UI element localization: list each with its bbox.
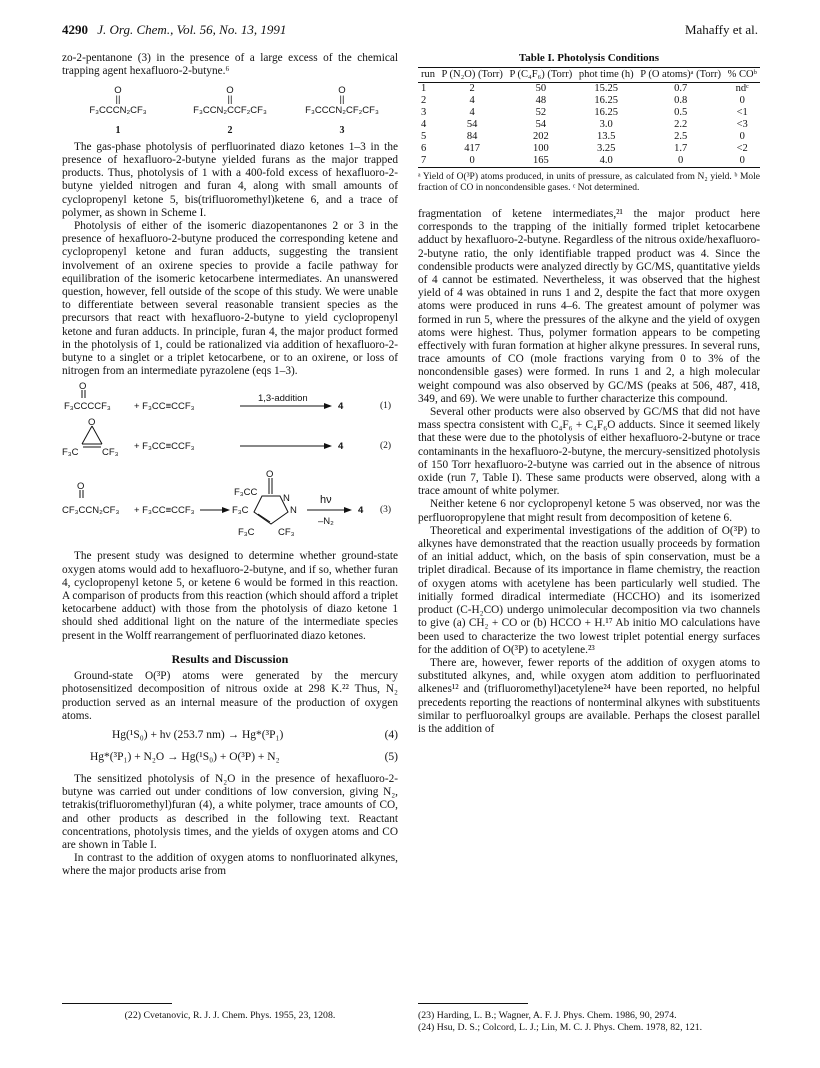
- pyrazolene-cf3: CF₃: [278, 527, 295, 539]
- carbonyl-o: O: [226, 85, 234, 97]
- table-footnotes: ᵃ Yield of O(³P) atoms produced, in units of pressure, as calculated from N₂ yield. ᵇ Mole fraction of CO in noncondensible gases. ᶜ Not determined.: [418, 172, 760, 193]
- structure-1: O || F₃CCCN₂CF₃ 1: [68, 86, 168, 136]
- oxirene-o: O: [88, 417, 96, 429]
- cell: <3: [736, 119, 748, 130]
- eq1-arrow-label: 1,3-addition: [258, 393, 308, 405]
- journal-citation: J. Org. Chem., Vol. 56, No. 13, 1991: [97, 22, 287, 37]
- footnote-24: (24) Hsu, D. S.; Colcord, L. J.; Lin, M. C. J. Phys. Chem. 1978, 82, 121.: [418, 1021, 703, 1033]
- eq3-alkyne: + F₃CC≡CCF₃: [134, 505, 195, 517]
- cell: 0: [739, 155, 745, 166]
- cell: 15.25: [594, 83, 619, 94]
- right-body-text: [418, 208, 760, 736]
- structure-formula: F₃CCCN₂CF₂CF₃: [305, 105, 379, 117]
- table-row: [418, 155, 760, 168]
- cell: 16.25: [594, 95, 619, 106]
- page-number: 4290: [62, 22, 88, 37]
- cell: 3: [421, 107, 427, 118]
- paragraph-ground-state: Ground-state O(³P) atoms were generated by the mercury photosensitized decomposition of nitrous oxide at 298 K.²² Thus, N₂ production served as an internal measure of the production of oxygen atoms.: [62, 670, 398, 722]
- cell: 0.7: [674, 83, 688, 94]
- cell: <1: [736, 107, 748, 118]
- pyrazolene-f3c-low: F₃C: [238, 527, 255, 539]
- cell: 3.0: [599, 119, 613, 130]
- table-row: [418, 131, 760, 143]
- carbonyl-o: O: [338, 85, 346, 97]
- running-head: [62, 22, 758, 40]
- cell: 54: [535, 119, 547, 130]
- cell: <2: [736, 143, 748, 154]
- left-column: [62, 52, 398, 879]
- footnote-left: (22) Cvetanovic, R. J. J. Chem. Phys. 1955, 23, 1208.: [124, 1010, 336, 1021]
- right-column: [418, 52, 760, 736]
- structure-number: 3: [339, 124, 345, 136]
- col-header: run: [418, 68, 438, 83]
- cell: 13.5: [597, 131, 616, 142]
- eq1-number: (1): [380, 401, 392, 412]
- footnote-rule-left: [62, 1003, 172, 1004]
- col-header: phot time (h): [576, 68, 637, 83]
- cell: 4.0: [599, 155, 613, 166]
- table-row: [418, 143, 760, 155]
- footnote-rule-right: [418, 1003, 528, 1004]
- structure-number: 1: [115, 124, 121, 136]
- reaction-scheme: [62, 381, 398, 542]
- cell: 0.5: [674, 107, 688, 118]
- cell: 202: [533, 131, 549, 142]
- pyrazolene-n1: N: [283, 493, 290, 505]
- equation-4: [62, 729, 398, 745]
- pyrazolene-f3cc: F₃CC: [234, 487, 258, 499]
- cell: 1.7: [674, 143, 688, 154]
- structure-number: 2: [227, 124, 233, 136]
- cell: 4: [469, 107, 475, 118]
- eq3-reactant: CF₃CCN₂CF₃: [62, 505, 120, 517]
- table-caption: Table I. Photolysis Conditions: [518, 52, 660, 64]
- table-header-row: [418, 68, 760, 83]
- paragraph-theoretical: Theoretical and experimental investigations of the addition of O(³P) to alkynes have demonstrated that the reaction usually proceeds by formation of an initial adduct, which, on the basis of spin conservation, must be a triplet diradical. Because of its importance in flame chemistry, the reaction of oxygen atoms with acetylene has been particularly well studied. The initially formed diradical intermediate (HCCHO) and its isomerized product (C-H₂CO) undergo unimolecular decomposition via two channels to give (a) CH₂ + CO or (b) HCCO + H.¹⁷ Ab initio MO calculations have been used to characterize the two lowest triplet potential energy surfaces for the addition of O(³P) to acetylene.²³: [418, 524, 760, 656]
- cell: 2.2: [674, 119, 688, 130]
- table-row: [418, 107, 760, 119]
- eq2-alkyne: + F₃CC≡CCF₃: [134, 441, 195, 453]
- eq1-carbonyl-o: O: [79, 381, 87, 393]
- cell: 2: [421, 95, 427, 106]
- cell: 48: [535, 95, 547, 106]
- eq3-number: (3): [380, 505, 392, 516]
- cell: 7: [421, 155, 427, 166]
- footnotes-right: [418, 1010, 760, 1033]
- cell: 100: [533, 143, 549, 154]
- structure-3: O || F₃CCCN₂CF₂CF₃ 3: [292, 86, 392, 136]
- equation-body: Hg*(³P₁) + N₂O → Hg(¹S₀) + O(³P) + N₂: [90, 750, 280, 763]
- col-header: % COᵇ: [724, 68, 760, 83]
- equation-number: (4): [384, 728, 398, 741]
- paragraph-contrast: In contrast to the addition of oxygen atoms to nonfluorinated alkynes, where the major products arise from: [62, 852, 398, 878]
- paragraph-photolysis: The gas-phase photolysis of perfluorinated diazo ketones 1–3 in the presence of hexafluoro-2-butyne yielded furans as the major trapped products. Thus, photolysis of 1 with a 400-fold excess of hexafluoro-2-butyne yielded nitrogen and furan 4, along with small amounts of cyclopropenyl ketone 5, bis(trifluoromethyl)ketene 6, and a trace of polymer, as shown in Scheme I.: [62, 140, 398, 219]
- cell: 54: [466, 119, 478, 130]
- eq3-minus-n2: –N₂: [318, 516, 334, 528]
- table-photolysis: [418, 52, 760, 194]
- cell: 0: [469, 155, 475, 166]
- equation-body: Hg(¹S₀) + hν (253.7 nm) → Hg*(³P₁): [112, 728, 284, 741]
- cell: 6: [421, 143, 427, 154]
- eq2-number: (2): [380, 441, 392, 452]
- paragraph-fragmentation: fragmentation of ketene intermediates,²¹ the major product here corresponds to the trapping of the initially formed triplet ketocarbene adduct by hexafluoro-2-butyne. Regardless of the nitrous oxide/hexafluoro-2-butyne ratio, the only identifiable trapped product was 4. Since the condensible products were analyzed directly by GC/MS, quantitative yields of 4 cannot be estimated. Nevertheless, it was observed that the highest yield of 4 was obtained in runs 1 and 2, despite the fact that more oxygen atoms were produced in runs 4–6. The greatest amount of polymer was formed in run 5, where the pressures of the alkyne and the yield of oxygen atoms were highest. Thus, polymer formation appears to be competing effectively with furan formation at higher alkyne pressures. In several runs, trace amounts of CO (mole fractions varying from 0 to 3% of the noncondensible gases) were formed. In runs 1 and 2, a high molecular weight compound was also observed by GC/MS (peaks at 506, 487, 418, 349, and 69). We were unable to further characterize this compound.: [418, 208, 760, 405]
- paragraph-other-products: Several other products were also observed by GC/MS that did not have mass spectra consistent with C₄F₆ + C₄F₆O adducts. Since it seemed likely that these were due to the photolysis of either hexafluoro-2-butyne or trace contaminants in the hexafluoro-2-butyne, the mercury-sensitized photolysis of 150 Torr hexafluoro-2-butyne was carried out in the absence of nitrous oxide (run 7, Table I). These same products were observed, along with a trace amount of white polymer.: [418, 406, 760, 498]
- table-row: [418, 83, 760, 96]
- carbonyl-o: O: [114, 85, 122, 97]
- cell: 4: [469, 95, 475, 106]
- equation-number: (5): [384, 750, 398, 763]
- eq3-hv: hν: [320, 494, 332, 507]
- cell: 2: [469, 83, 475, 94]
- oxirene-cf3-left: F₃C: [62, 447, 79, 459]
- col-header: P (O atoms)ᵃ (Torr): [637, 68, 725, 83]
- cell: 52: [535, 107, 547, 118]
- cell: ndᶜ: [735, 83, 749, 94]
- paragraph-neither: Neither ketene 6 nor cyclopropenyl ketone 5 was observed, nor was the perfluoropropylene that might result from decomposition of ketene 6.: [418, 498, 760, 524]
- cell: 50: [535, 83, 547, 94]
- eq1-alkyne: + F₃CC≡CCF₃: [134, 401, 195, 413]
- footnote-23: (23) Harding, L. B.; Wagner, A. F. J. Phys. Chem. 1986, 90, 2974.: [418, 1010, 677, 1021]
- cell: 3.25: [597, 143, 616, 154]
- cell: 0: [739, 131, 745, 142]
- structure-2: O || F₃CCN₂CCF₂CF₃ 2: [180, 86, 280, 136]
- pyrazolene-f3c-mid: F₃C: [232, 505, 249, 517]
- eq1-reactant: F₃CCCCF₃: [64, 401, 111, 413]
- cell: 4: [421, 119, 427, 130]
- table-row: [418, 95, 760, 107]
- pyrazolene-n2: N: [290, 505, 297, 517]
- cell: 0.8: [674, 95, 688, 106]
- paragraph-study-design: The present study was designed to determine whether ground-state oxygen atoms would add to hexafluoro-2-butyne, and if so, whether furan 4, cyclopropenyl ketone 5, or ketene 6 would be formed in this reaction. A comparison of products from this reaction (which should afford a triplet ketocarbene adduct) with those from the photolysis of diazo ketone 1 should shed additional light on the nature of the intermediate species present in the Wolff rearrangement of perfluorinated diazo ketones.: [62, 550, 398, 642]
- eq3-product: 4: [358, 505, 364, 517]
- cell: 2.5: [674, 131, 688, 142]
- oxirene-cf3-right: CF₃: [102, 447, 119, 459]
- table-row: [418, 119, 760, 131]
- scheme-bonds-and-arrows: [62, 384, 398, 542]
- paragraph-isomeric: Photolysis of either of the isomeric diazopentanones 2 or 3 in the presence of hexafluoro-2-butyne produced the corresponding ketene and cyclopropenyl ketone and furan adducts, suggesting the transient involvement of an oxirene species to provide a facile pathway for equilibration of the isomeric ketocarbene intermediates. An unanswered question, however, fell outside of the scope of this study. We were unable to differentiate between several reasonable transient species as the precursors that react with hexafluoro-2-butyne to yield cyclopropenyl ketone and furan adducts. In principle, furan 4, the major product formed in the photolysis of 1, could be rationalized via addition of hexafluoro-2-butyne to a singlet or a triplet ketocarbene, or to an oxirene, or loss of nitrogen from an intermediate pyrazolene (eqs 1–3).: [62, 220, 398, 378]
- cell: 0: [678, 155, 684, 166]
- equation-5: [62, 751, 398, 767]
- structure-formula: F₃CCCN₂CF₃: [89, 105, 147, 117]
- col-header: P (C₄F₆) (Torr): [506, 68, 575, 83]
- paragraph-fewer-reports: There are, however, fewer reports of the addition of oxygen atoms to substituted alkynes, and, while oxygen atom addition to perfluorinated alkenes¹² and (trifluoromethyl)acetylene²⁴ have been reported, no helpful precedents reporting the reactions of nonterminal alkynes with substituents similar to perfluoroalkyl groups are available. Perhaps the closest parallel is the addition of: [418, 656, 760, 735]
- data-table: [418, 67, 760, 168]
- intro-text: zo-2-pentanone (3) in the presence of a large excess of the chemical trapping agent hexafluoro-2-butyne.⁶: [62, 52, 398, 78]
- eq3-carbonyl-o: O: [77, 481, 85, 493]
- cell: 165: [533, 155, 549, 166]
- cell: 16.25: [594, 107, 619, 118]
- running-authors: Mahaffy et al.: [684, 22, 758, 37]
- diazo-ketone-structures: [62, 86, 398, 136]
- cell: 5: [421, 131, 427, 142]
- cell: 84: [466, 131, 478, 142]
- eq1-product: 4: [338, 401, 344, 413]
- cell: 1: [421, 83, 427, 94]
- section-heading: Results and Discussion: [171, 651, 289, 666]
- cell: 417: [464, 143, 481, 154]
- eq2-product: 4: [338, 441, 344, 453]
- paragraph-sensitized: The sensitized photolysis of N₂O in the presence of hexafluoro-2-butyne was carried out under conditions of low conversion, giving N₂, tetrakis(trifluoromethyl)furan (4), a white polymer, trace amounts of CO, and other products as described in the following text. Reactant concentrations, photolysis times, and the yields of oxygen atoms and CO are shown in Table I.: [62, 772, 398, 851]
- structure-formula: F₃CCN₂CCF₂CF₃: [193, 105, 267, 117]
- cell: 0: [739, 95, 745, 106]
- pyrazolene-o: O: [266, 469, 274, 481]
- col-header: P (N₂O) (Torr): [438, 68, 506, 83]
